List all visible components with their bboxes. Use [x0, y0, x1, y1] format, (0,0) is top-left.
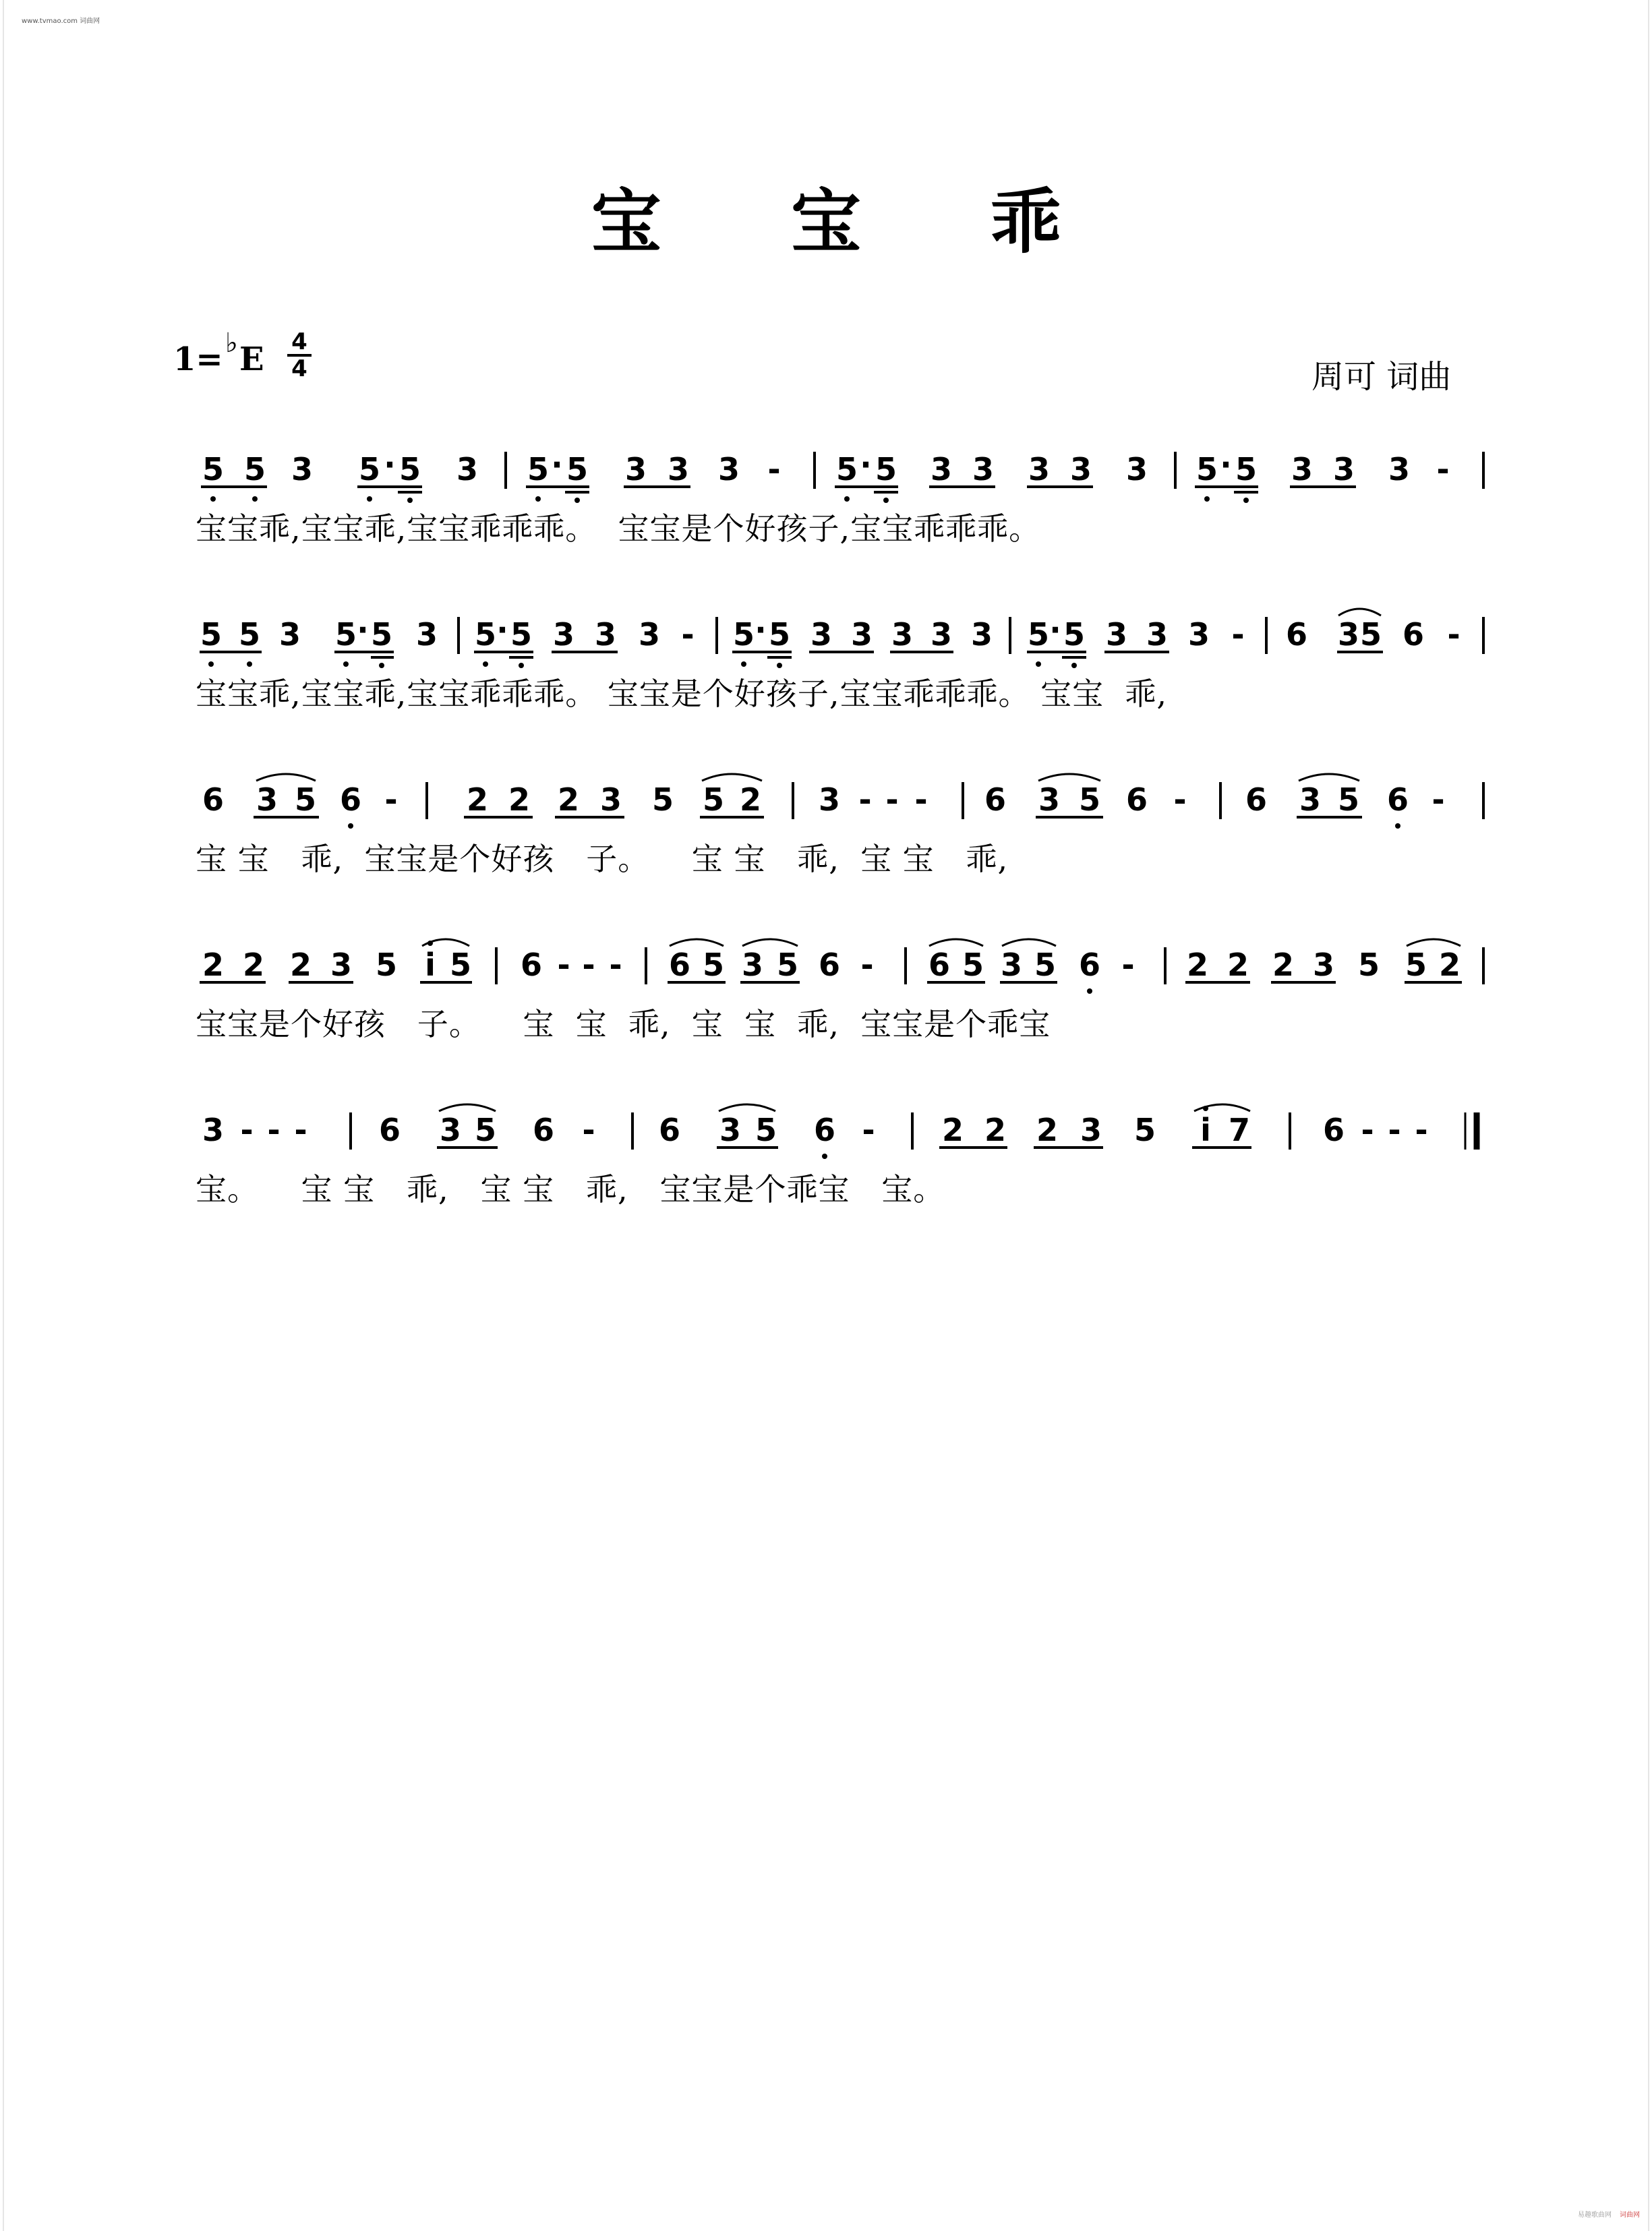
svg-text:5: 5: [776, 947, 799, 983]
svg-text:5: 5: [962, 947, 984, 983]
svg-text:5: 5: [651, 781, 674, 818]
score-line-1: [194, 438, 1489, 512]
svg-text:3: 3: [594, 616, 617, 653]
svg-text:5: 5: [732, 616, 755, 653]
svg-text:6: 6: [532, 1112, 555, 1148]
svg-text:3: 3: [1312, 947, 1335, 983]
svg-text:6: 6: [1322, 1112, 1345, 1148]
svg-text:2: 2: [289, 947, 312, 983]
svg-text:3: 3: [256, 781, 278, 818]
svg-text:-: -: [1173, 781, 1187, 818]
note: 3: [456, 451, 479, 487]
svg-text:3: 3: [970, 616, 993, 653]
svg-text:3: 3: [891, 616, 914, 653]
svg-text:5: 5: [294, 781, 317, 818]
note: 3: [1069, 451, 1092, 487]
svg-text:6: 6: [668, 947, 691, 983]
svg-text:3: 3: [1105, 616, 1128, 653]
lyrics-line-1: 宝宝乖,宝宝乖,宝宝乖乖乖。 宝宝是个好孩子,宝宝乖乖乖。: [196, 510, 1041, 547]
svg-text:5: 5: [474, 1112, 497, 1148]
site-watermark: www.tvmao.com 词曲网: [22, 18, 100, 25]
svg-text:5: 5: [510, 616, 533, 653]
note: 3: [1332, 451, 1355, 487]
svg-text:-: -: [1361, 1112, 1374, 1148]
svg-text:3: 3: [810, 616, 833, 653]
svg-text:2: 2: [557, 781, 580, 818]
svg-text:3: 3: [1038, 781, 1061, 818]
note: 3: [972, 451, 995, 487]
svg-text:5: 5: [702, 781, 725, 818]
note: 3: [667, 451, 690, 487]
svg-text:·: ·: [357, 612, 369, 648]
note: 5: [358, 451, 381, 487]
svg-text:3: 3: [278, 616, 301, 653]
svg-text:3: 3: [741, 947, 764, 983]
svg-text:5: 5: [1133, 1112, 1156, 1148]
svg-text:6: 6: [1078, 947, 1101, 983]
right-page-edge: [1648, 0, 1649, 2231]
svg-text:·: ·: [496, 612, 508, 648]
svg-text:6: 6: [1245, 781, 1268, 818]
flat-symbol: ♭: [225, 328, 238, 359]
lyrics-line-3: 宝 宝 乖, 宝宝是个好孩 子。 宝 宝 乖, 宝 宝 乖,: [196, 841, 1009, 877]
svg-text:-: -: [384, 781, 398, 818]
note: 5: [1235, 451, 1258, 487]
svg-text:5: 5: [1357, 947, 1380, 983]
svg-text:5: 5: [1027, 616, 1050, 653]
svg-text:-: -: [582, 1112, 595, 1148]
svg-text:i: i: [1200, 1112, 1211, 1148]
svg-text:-: -: [1415, 1112, 1428, 1148]
svg-text:6: 6: [1285, 616, 1308, 653]
svg-text:·: ·: [755, 612, 767, 648]
score-line-2: [194, 603, 1489, 678]
note: 3: [1291, 451, 1314, 487]
key-signature: 1=: [173, 340, 223, 378]
svg-text:-: -: [885, 781, 899, 818]
lower-dots: [210, 496, 1249, 503]
note: 3: [291, 451, 314, 487]
note: -: [767, 451, 781, 487]
svg-text:2: 2: [739, 781, 762, 818]
svg-text:-: -: [681, 616, 695, 653]
svg-text:2: 2: [1227, 947, 1249, 983]
footer-watermark-left: 易趣歌曲网: [1578, 2211, 1612, 2219]
svg-text:5: 5: [1034, 947, 1057, 983]
note: 5: [202, 451, 225, 487]
svg-text:2: 2: [1036, 1112, 1059, 1148]
svg-text:5: 5: [1359, 616, 1382, 653]
time-signature: [287, 330, 312, 380]
svg-text:-: -: [860, 947, 874, 983]
key-note: E: [239, 340, 264, 378]
svg-text:3: 3: [439, 1112, 462, 1148]
note: 3: [1125, 451, 1148, 487]
svg-text:·: ·: [1049, 612, 1061, 648]
time-sig-bottom: 4: [291, 355, 307, 382]
lyrics-line-4: 宝宝是个好孩 子。 宝 宝 乖, 宝 宝 乖, 宝宝是个乖宝: [196, 1006, 1051, 1042]
svg-text:3: 3: [638, 616, 661, 653]
note: 3: [1028, 451, 1051, 487]
svg-text:6: 6: [928, 947, 951, 983]
svg-text:5: 5: [1063, 616, 1086, 653]
svg-text:3: 3: [330, 947, 353, 983]
score-line-3: [194, 769, 1489, 843]
left-page-edge: [3, 0, 4, 2231]
note: 3: [624, 451, 647, 487]
svg-text:5: 5: [474, 616, 497, 653]
note: 3: [1388, 451, 1411, 487]
lyrics-line-2: 宝宝乖,宝宝乖,宝宝乖乖乖。 宝宝是个好孩子,宝宝乖乖乖。 宝宝 乖,: [196, 676, 1167, 712]
svg-text:6: 6: [202, 781, 225, 818]
svg-text:-: -: [267, 1112, 281, 1148]
svg-text:-: -: [862, 1112, 875, 1148]
svg-text:3: 3: [202, 1112, 225, 1148]
note-dot: ·: [1220, 446, 1232, 483]
note: 5: [527, 451, 550, 487]
svg-text:5: 5: [370, 616, 393, 653]
note: 5: [566, 451, 589, 487]
svg-text:5: 5: [702, 947, 725, 983]
svg-text:5: 5: [449, 947, 472, 983]
svg-text:2: 2: [202, 947, 225, 983]
svg-text:-: -: [1121, 947, 1135, 983]
svg-text:6: 6: [813, 1112, 836, 1148]
svg-text:5: 5: [1405, 947, 1427, 983]
svg-text:5: 5: [238, 616, 261, 653]
svg-text:-: -: [858, 781, 872, 818]
svg-text:3: 3: [818, 781, 841, 818]
svg-text:3: 3: [599, 781, 622, 818]
svg-text:6: 6: [339, 781, 362, 818]
footer-watermark-right: 词曲网: [1620, 2211, 1640, 2219]
svg-text:-: -: [609, 947, 622, 983]
note: 3: [717, 451, 740, 487]
svg-text:3: 3: [1146, 616, 1169, 653]
svg-text:-: -: [294, 1112, 307, 1148]
svg-text:-: -: [240, 1112, 254, 1148]
note: -: [1436, 451, 1450, 487]
svg-text:3: 3: [850, 616, 873, 653]
svg-text:-: -: [1231, 616, 1245, 653]
svg-text:-: -: [1388, 1112, 1401, 1148]
svg-text:5: 5: [1337, 781, 1360, 818]
svg-text:5: 5: [768, 616, 791, 653]
svg-text:5: 5: [200, 616, 223, 653]
svg-text:6: 6: [818, 947, 841, 983]
svg-text:2: 2: [242, 947, 265, 983]
svg-text:6: 6: [1386, 781, 1409, 818]
svg-text:5: 5: [755, 1112, 777, 1148]
svg-text:3: 3: [1080, 1112, 1102, 1148]
note: 5: [243, 451, 266, 487]
note: 5: [875, 451, 897, 487]
song-title: 宝 宝 乖: [591, 180, 1114, 263]
svg-text:2: 2: [941, 1112, 964, 1148]
svg-text:6: 6: [1402, 616, 1425, 653]
note: 3: [930, 451, 953, 487]
svg-text:7: 7: [1228, 1112, 1251, 1148]
svg-text:6: 6: [984, 781, 1007, 818]
note-dot: ·: [551, 446, 563, 483]
svg-text:i: i: [425, 947, 436, 983]
svg-text:3: 3: [1337, 616, 1360, 653]
svg-text:2: 2: [508, 781, 531, 818]
svg-text:6: 6: [378, 1112, 401, 1148]
svg-text:3: 3: [930, 616, 953, 653]
svg-text:6: 6: [520, 947, 543, 983]
lyrics-line-5: 宝。 宝 宝 乖, 宝 宝 乖, 宝宝是个乖宝 宝。: [196, 1171, 945, 1208]
svg-text:3: 3: [1000, 947, 1023, 983]
svg-text:2: 2: [1438, 947, 1461, 983]
time-sig-top: 4: [291, 328, 307, 355]
svg-text:-: -: [1447, 616, 1461, 653]
svg-text:-: -: [1432, 781, 1445, 818]
score-line-4: [194, 934, 1489, 1008]
svg-text:2: 2: [1186, 947, 1209, 983]
svg-text:3: 3: [552, 616, 575, 653]
svg-text:-: -: [557, 947, 570, 983]
svg-text:3: 3: [1187, 616, 1210, 653]
svg-text:6: 6: [1125, 781, 1148, 818]
svg-text:2: 2: [466, 781, 489, 818]
svg-text:3: 3: [1299, 781, 1322, 818]
note: 5: [399, 451, 421, 487]
note-dot: ·: [384, 446, 396, 483]
composer-credit: 周可 词曲: [1311, 358, 1452, 396]
note: 5: [1196, 451, 1218, 487]
svg-text:-: -: [582, 947, 595, 983]
underlines: [201, 487, 1356, 492]
svg-text:5: 5: [1078, 781, 1101, 818]
svg-text:3: 3: [719, 1112, 742, 1148]
svg-text:6: 6: [658, 1112, 681, 1148]
svg-text:5: 5: [334, 616, 357, 653]
svg-text:5: 5: [375, 947, 398, 983]
svg-text:2: 2: [984, 1112, 1007, 1148]
svg-text:-: -: [914, 781, 928, 818]
svg-text:3: 3: [415, 616, 438, 653]
score-line-5: [194, 1099, 1489, 1173]
note: 5: [835, 451, 858, 487]
note-dot: ·: [860, 446, 872, 483]
svg-text:2: 2: [1272, 947, 1295, 983]
